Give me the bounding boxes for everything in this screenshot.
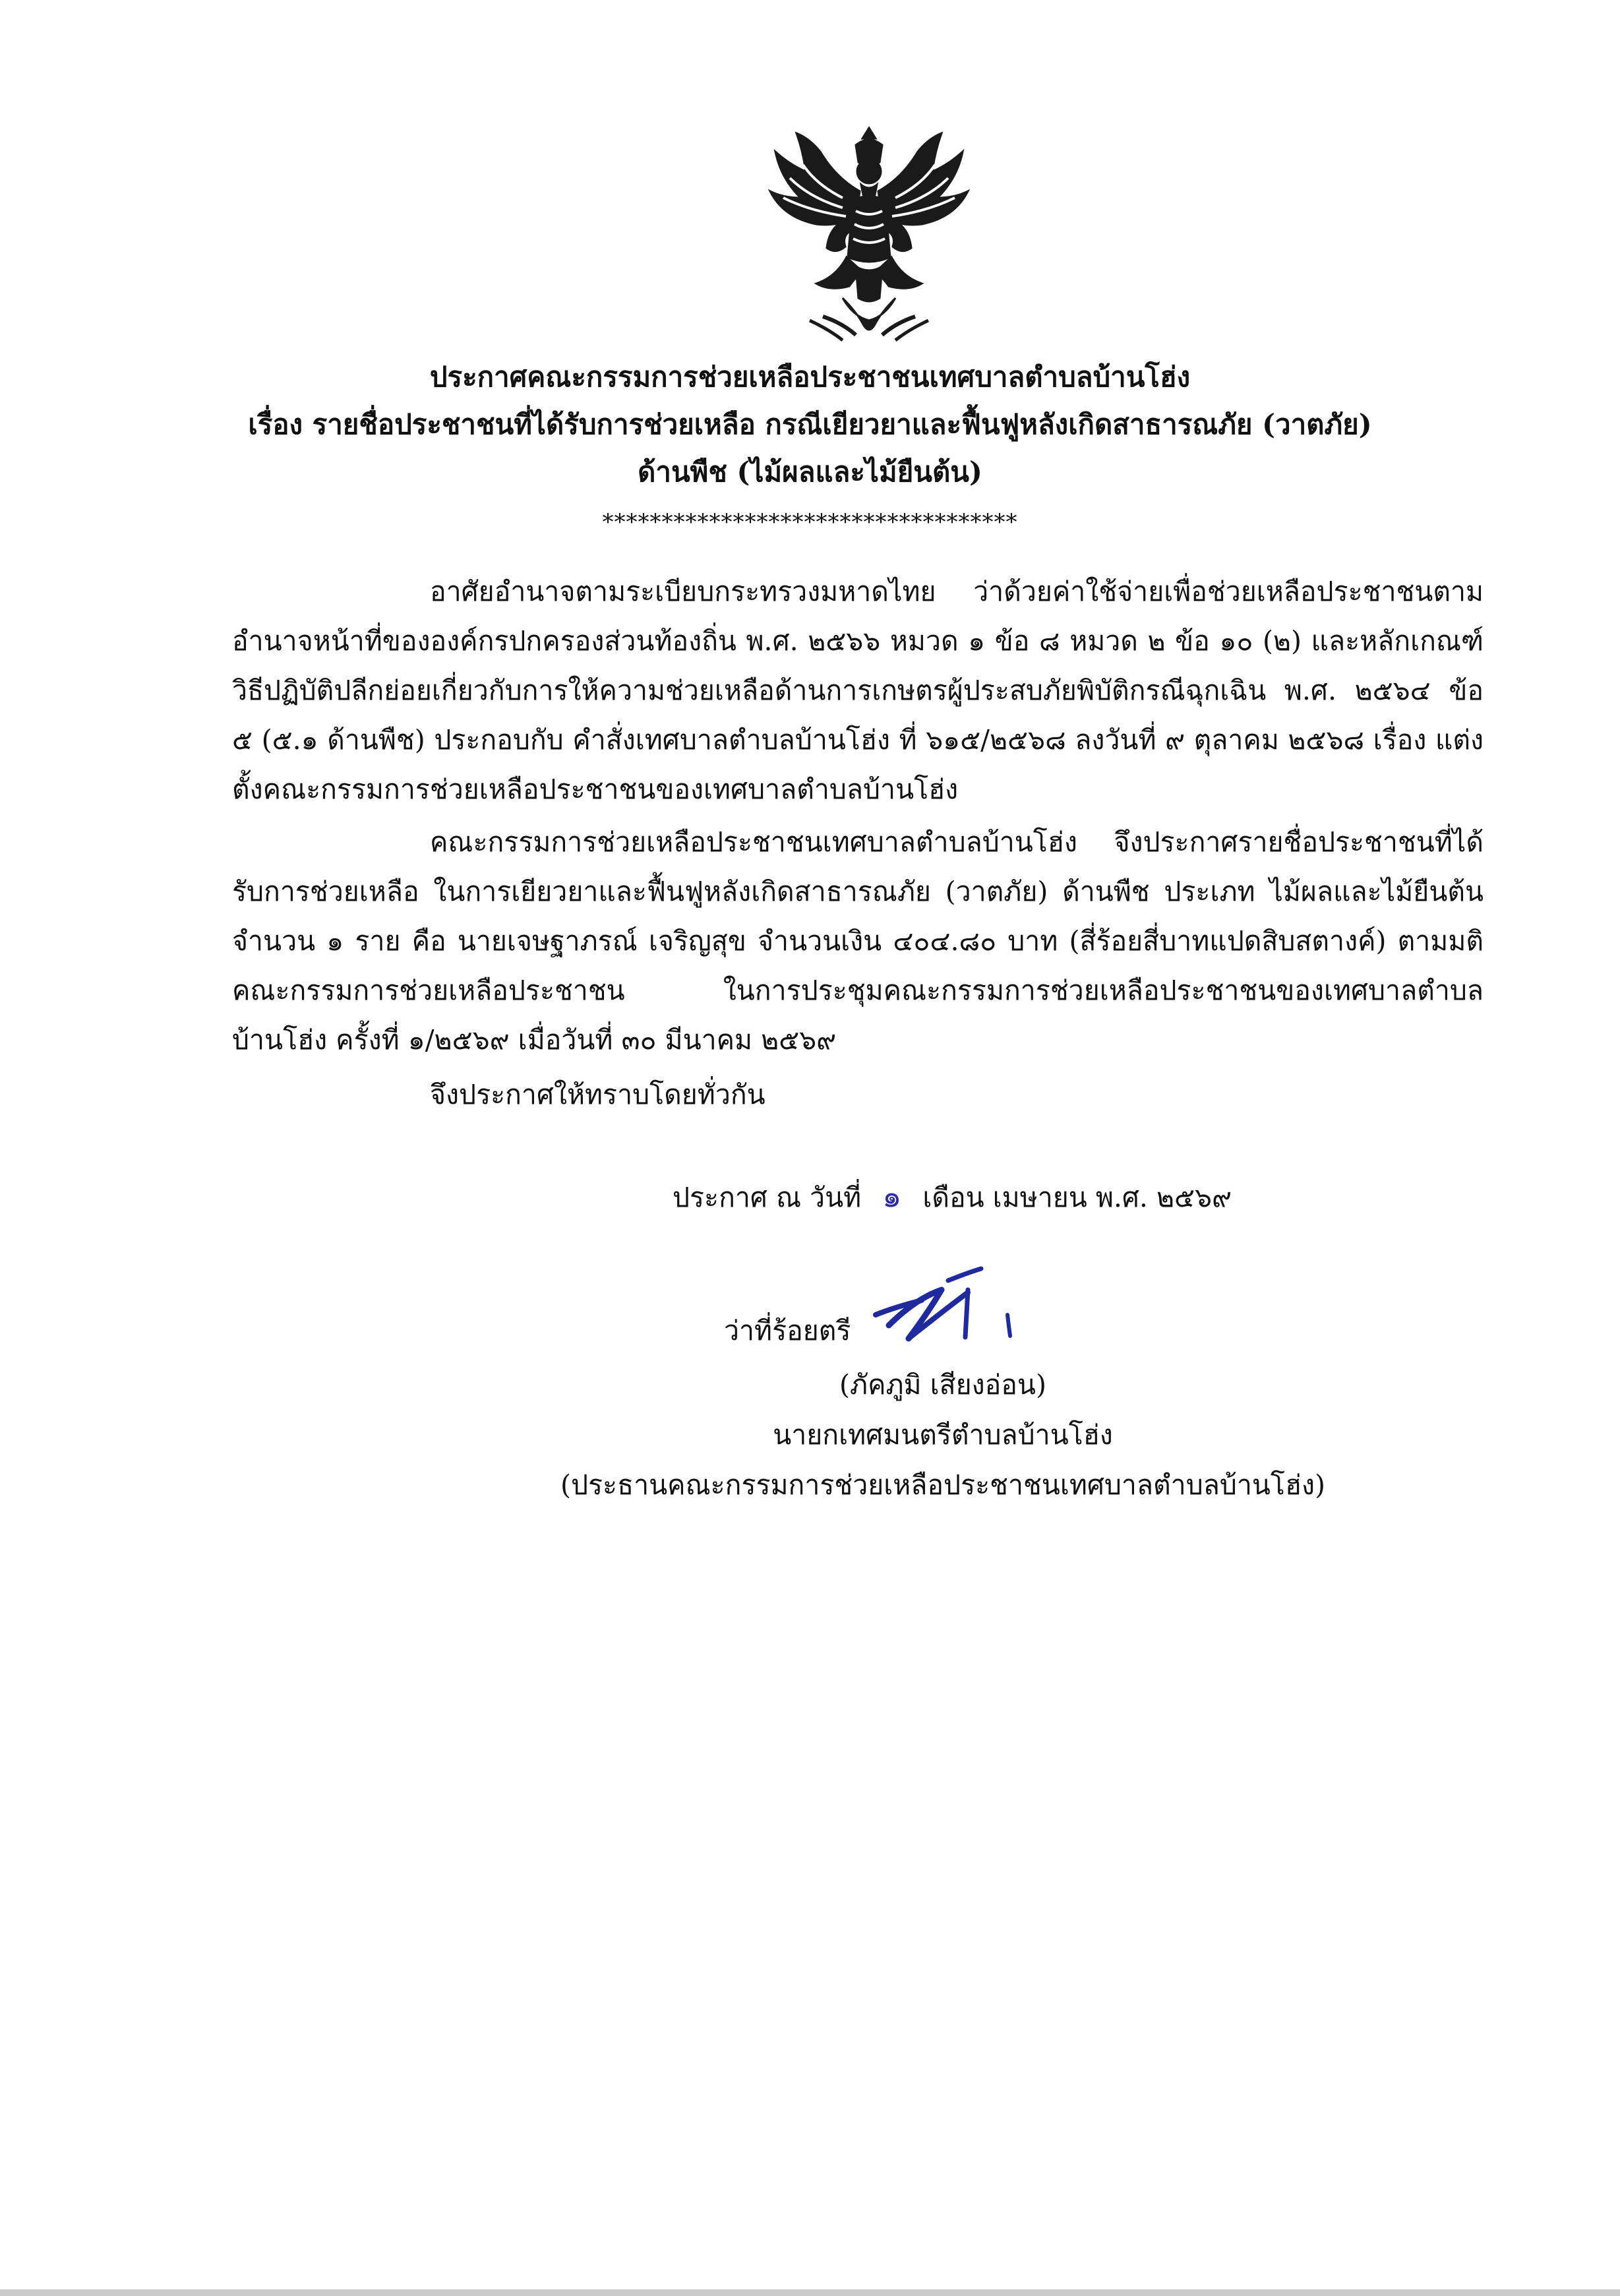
signer-name: (ภัคภูมิ เสียงอ่อน) <box>839 1369 1046 1401</box>
garuda-emblem-icon <box>764 125 975 343</box>
date-month-year: เดือน เมษายน พ.ศ. ๒๕๖๙ <box>922 1182 1232 1213</box>
announcement-subject: เรื่อง รายชื่อประชาชนที่ได้รับการช่วยเหลือ กรณีเยียวยาและฟื้นฟูหลังเกิดสาธารณภัย (วาตภัย) <box>248 408 1372 440</box>
closing-statement: จึงประกาศให้ทราบโดยทั่วกัน <box>430 1079 765 1110</box>
paragraph-authority: อาศัยอำนาจตามระเบียบกระทรวงมหาดไทย ว่าด้วยค่าใช้จ่ายเพื่อช่วยเหลือประชาชนตามอำนาจหน้าที่ขององค์กรปกครองส่วนท้องถิ่น พ.ศ. ๒๕๖๖ หมวด ๑ ข้อ ๘ หมวด ๒ ข้อ ๑๐ (๒) และหลักเกณฑ์วิธีปฏิบัติปลีกย่อยเกี่ยวกับการให้ความช่วยเหลือด้านการเกษตรผู้ประสบภัยพิบัติกรณีฉุกเฉิน พ.ศ. ๒๕๖๔ ข้อ ๕ (๕.๑ ด้านพืช) ประกอบกับ คำสั่งเทศบาลตำบลบ้านโฮ่ง ที่ ๖๑๕/๒๕๖๘ ลงวันที่ ๙ ตุลาคม ๒๕๖๘ เรื่อง แต่งตั้งคณะกรรมการช่วยเหลือประชาชนของเทศบาลตำบลบ้านโฮ่ง <box>232 576 1484 805</box>
paragraph-recipients: คณะกรรมการช่วยเหลือประชาชนเทศบาลตำบลบ้านโฮ่ง จึงประกาศรายชื่อประชาชนที่ได้รับการช่วยเหลือ ในการเยียวยาและฟื้นฟูหลังเกิดสาธารณภัย (วาตภัย) ด้านพืช ประเภท ไม้ผลและไม้ยืนต้น จำนวน ๑ ราย คือ นายเจษฐาภรณ์ เจริญสุข จำนวนเงิน ๔๐๔.๘๐ บาท (สี่ร้อยสี่บาทแปดสิบสตางค์) ตามมติคณะกรรมการช่วยเหลือประชาชน ในการประชุมคณะกรรมการช่วยเหลือประชาชนของเทศบาลตำบลบ้านโฮ่ง ครั้งที่ ๑/๒๕๖๙ เมื่อวันที่ ๓๐ มีนาคม ๒๕๖๙ <box>232 826 1484 1056</box>
handwritten-signature <box>869 1266 1067 1358</box>
announcement-date <box>673 1172 1232 1221</box>
date-day: ๑ <box>882 1178 902 1214</box>
scan-edge-bar <box>0 2289 1620 2296</box>
announcement-subject-detail: ด้านพืช (ไม้ผลและไม้ยืนต้น) <box>638 456 982 488</box>
signer-rank: ว่าที่ร้อยตรี <box>724 1315 851 1346</box>
announcement-title: ประกาศคณะกรรมการช่วยเหลือประชาชนเทศบาลตำบลบ้านโฮ่ง <box>429 361 1191 393</box>
signer-position: นายกเทศมนตรีตำบลบ้านโฮ่ง <box>773 1419 1113 1451</box>
separator-stars: *********************************** <box>602 509 1018 535</box>
date-prefix: ประกาศ ณ วันที่ <box>673 1182 862 1213</box>
signer-role: (ประธานคณะกรรมการช่วยเหลือประชาชนเทศบาลตำบลบ้านโฮ่ง) <box>560 1469 1325 1501</box>
